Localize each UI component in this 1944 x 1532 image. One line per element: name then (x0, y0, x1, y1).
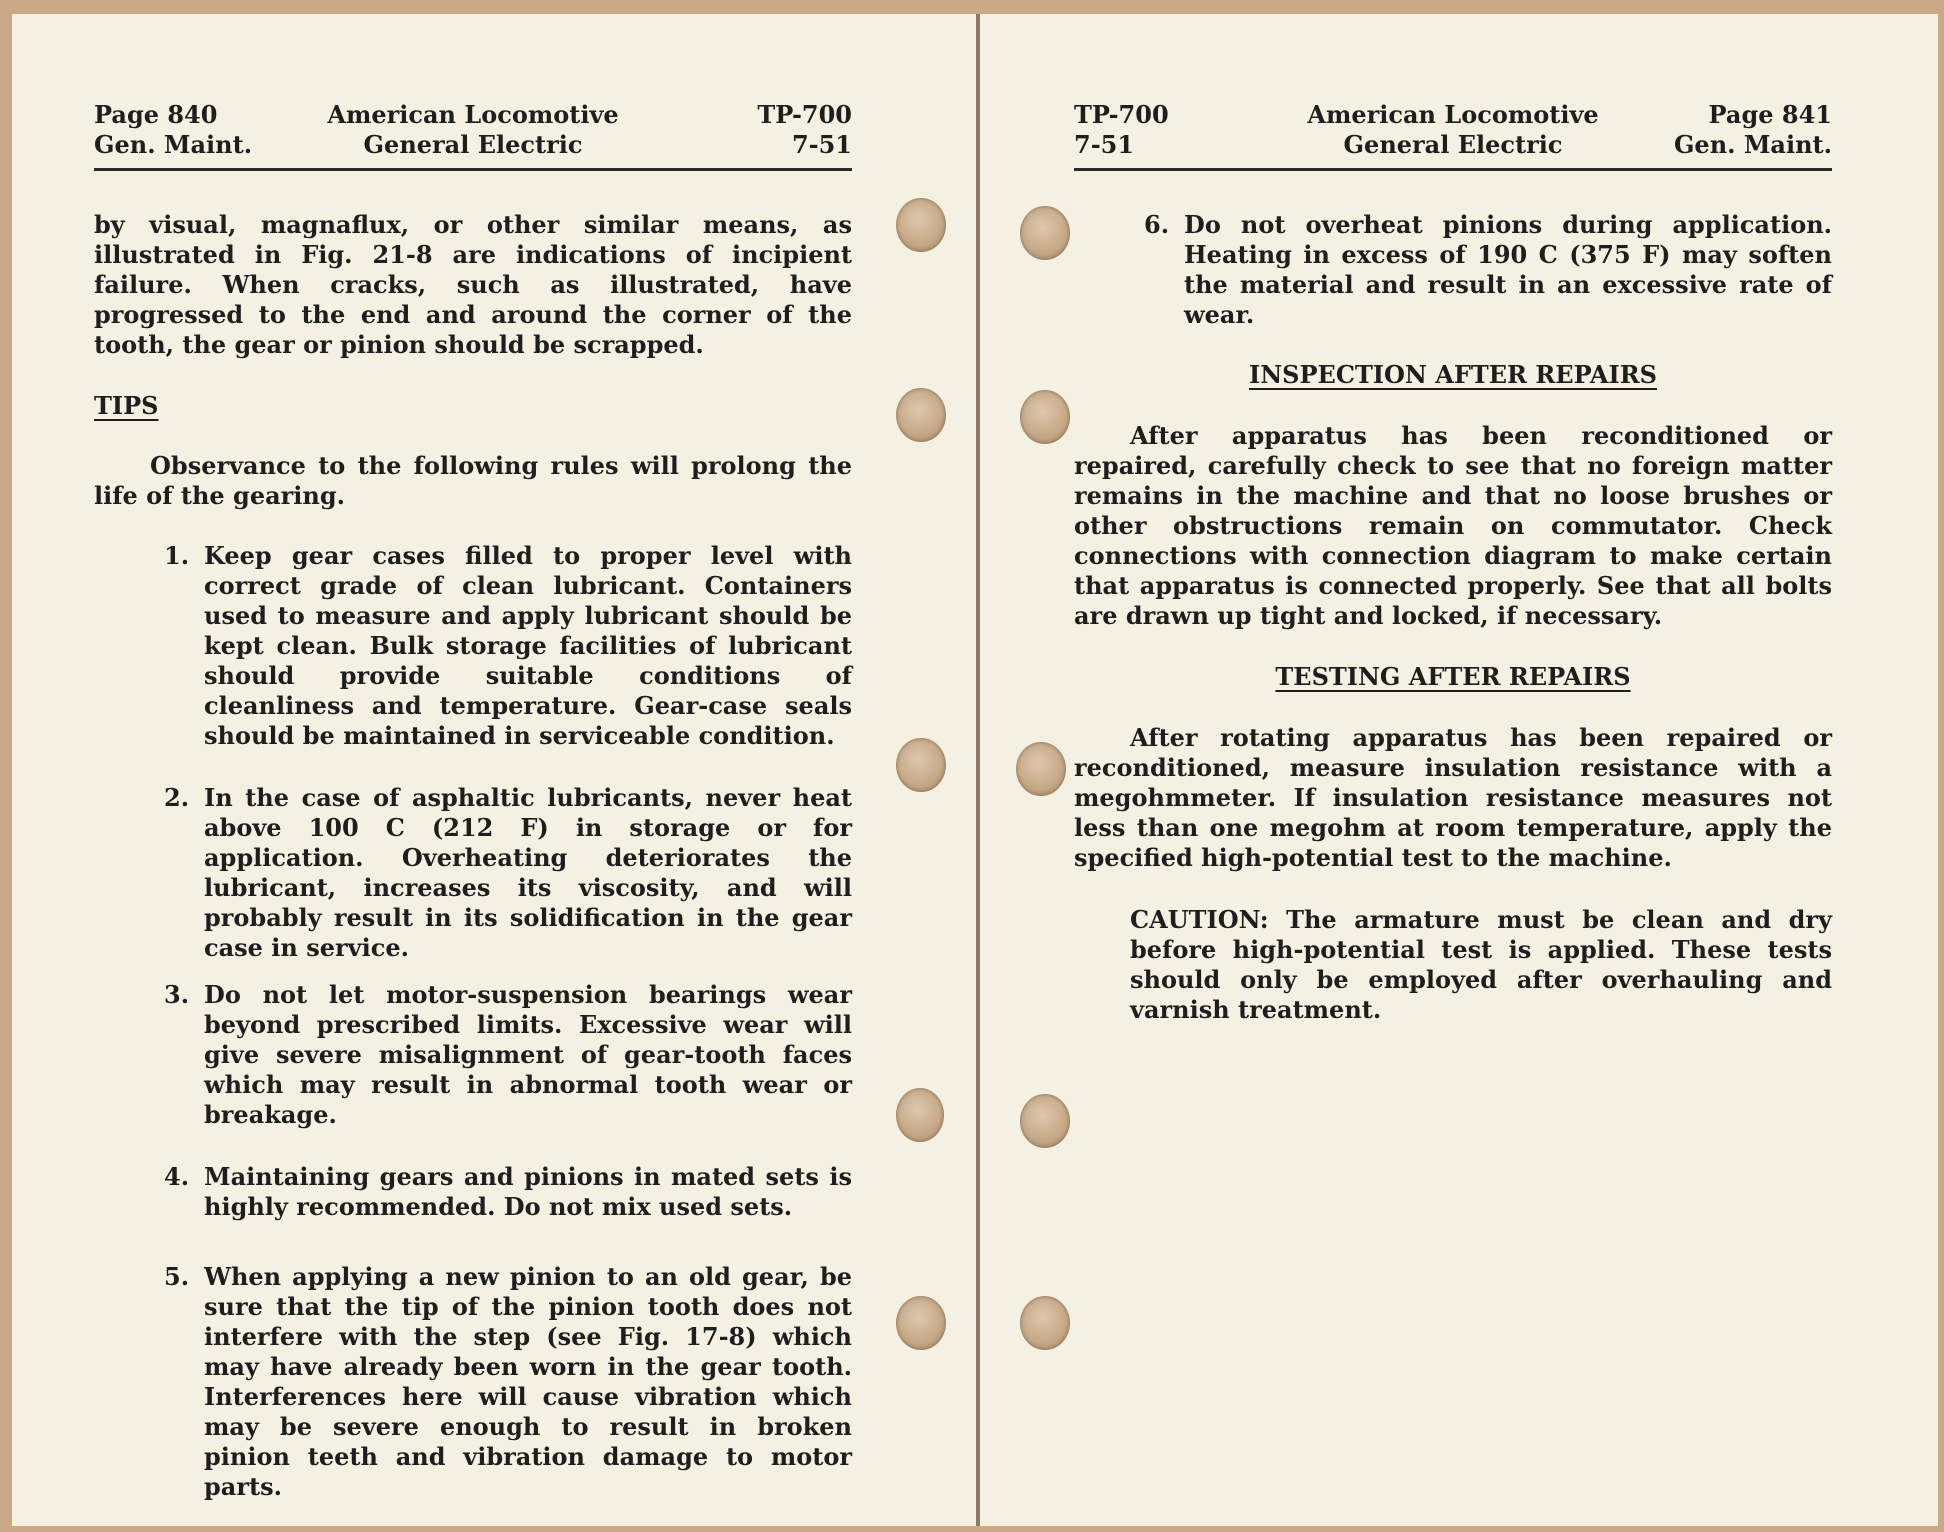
binder-hole (1020, 1094, 1070, 1148)
binder-hole (896, 738, 946, 792)
page-number: Page 840 (94, 100, 218, 129)
binder-hole (1020, 390, 1070, 444)
document-number: TP-700 (757, 100, 852, 129)
testing-paragraph: After rotating apparatus has been repaired or reconditioned, measure insulation resistance with a megohmmeter. If insulation resistance measures not less than one megohm at room temperature, apply the specified high-potential test to the machine. (1074, 723, 1832, 872)
booklet-spread (12, 14, 1938, 1526)
binder-hole (1020, 206, 1070, 260)
company-name: American Locomotive (327, 100, 619, 129)
section-label: Gen. Maint. (1673, 130, 1832, 159)
binder-hole (1020, 1296, 1070, 1350)
intro-paragraph: by visual, magnaflux, or other similar means, as illustrated in Fig. 21-8 are indications of incipient failure. When cracks, such as illustrated, have progressed to the end and around the corner of the tooth, the gear or pinion should be scrapped. (94, 210, 852, 359)
company-name-2: General Electric (1343, 130, 1563, 159)
section-label: Gen. Maint. (94, 130, 253, 159)
document-date: 7-51 (791, 130, 852, 159)
inspection-paragraph: After apparatus has been reconditioned or repaired, carefully check to see that no foreign matter remains in the machine and that no loose brushes or other obstructions remain on commutator. Check connections with connection diagram to make certain that apparatus is connected properly. See that all bolts are drawn up tight and locked, if necessary. (1074, 421, 1832, 630)
binder-hole (896, 388, 946, 442)
tips-intro: Observance to the following rules will prolong the life of the gearing. (94, 451, 852, 510)
tips-heading: TIPS (94, 391, 159, 420)
document-number: TP-700 (1074, 100, 1169, 129)
binder-hole (1016, 742, 1066, 796)
binder-hole (896, 1296, 946, 1350)
binder-hole (896, 1088, 944, 1142)
left-page-header (94, 88, 852, 171)
page-number: Page 841 (1708, 100, 1832, 129)
right-page-header (1074, 88, 1832, 171)
company-name-2: General Electric (363, 130, 583, 159)
left-page: Page 840 Gen. Maint. American Locomotive General Electric TP-700 7-51 by visual, magnaflux, or other similar means, as illustrated in Fig. 21-8 are indications of incipient failure. When cracks, such as illustrated, have progressed to the end and around the corner of the tooth, the gear or pinion should be scrapped. TIPS Observance to the following rules will prolong the life of the gearing. 1. Keep gear cases filled to proper level with correct grade of clean lubricant. Containers used to measure and apply lubricant should be kept clean. Bulk storage facilities of lubricant should provide suitable conditions of cleanliness and temperature. Gear-case seals should be maintained in serviceable condition. 2. In the case of asphaltic lubricants, never heat above 100 C (212 F) in storage or for application. Overheating deteriorates the lubricant, increases its viscosity, and will probably result in its solidification in the gear case in service. 3. Do not let motor-suspension bearings wear beyond prescribed limits. Excessive wear will give severe misalignment of gear-tooth faces which may result in abnormal tooth wear or breakage. 4. Maintaining gears and pinions in mated sets is highly recommended. Do not mix used sets. 5. When applying a new pinion to an old gear, be sure that the tip of the pinion tooth does not interfere with the step (see Fig. 17-8) which may have already been worn in the gear tooth. Interferences here will cause vibration which may be severe enough to result in broken pinion teeth and vibration damage to motor parts. (12, 14, 976, 1526)
document-date: 7-51 (1074, 130, 1135, 159)
right-page: TP-700 7-51 American Locomotive General Electric Page 841 Gen. Maint. 6. Do not overheat pinions during application. Heating in excess of 190 C (375 F) may soften the material and result in an excessive rate of wear. INSPECTION AFTER REPAIRS After apparatus has been reconditioned or repaired, carefully check to see that no foreign matter remains in the machine and that no loose brushes or other obstructions remain on commutator. Check connections with connection diagram to make certain that apparatus is connected properly. See that all bolts are drawn up tight and locked, if necessary. TESTING AFTER REPAIRS After rotating apparatus has been repaired or reconditioned, measure insulation resistance with a megohmmeter. If insulation resistance measures not less than one megohm at room temperature, apply the specified high-potential test to the machine. CAUTION: The armature must be clean and dry before high-potential test is applied. These tests should only be employed after overhauling and varnish treatment. (980, 14, 1938, 1526)
testing-heading: TESTING AFTER REPAIRS (1275, 662, 1631, 691)
binder-hole (896, 198, 946, 252)
caution-note: CAUTION: The armature must be clean and dry before high-potential test is applied. These tests should only be employed after overhauling and varnish treatment. (1130, 905, 1832, 1024)
company-name: American Locomotive (1307, 100, 1599, 129)
inspection-heading: INSPECTION AFTER REPAIRS (1249, 360, 1657, 389)
